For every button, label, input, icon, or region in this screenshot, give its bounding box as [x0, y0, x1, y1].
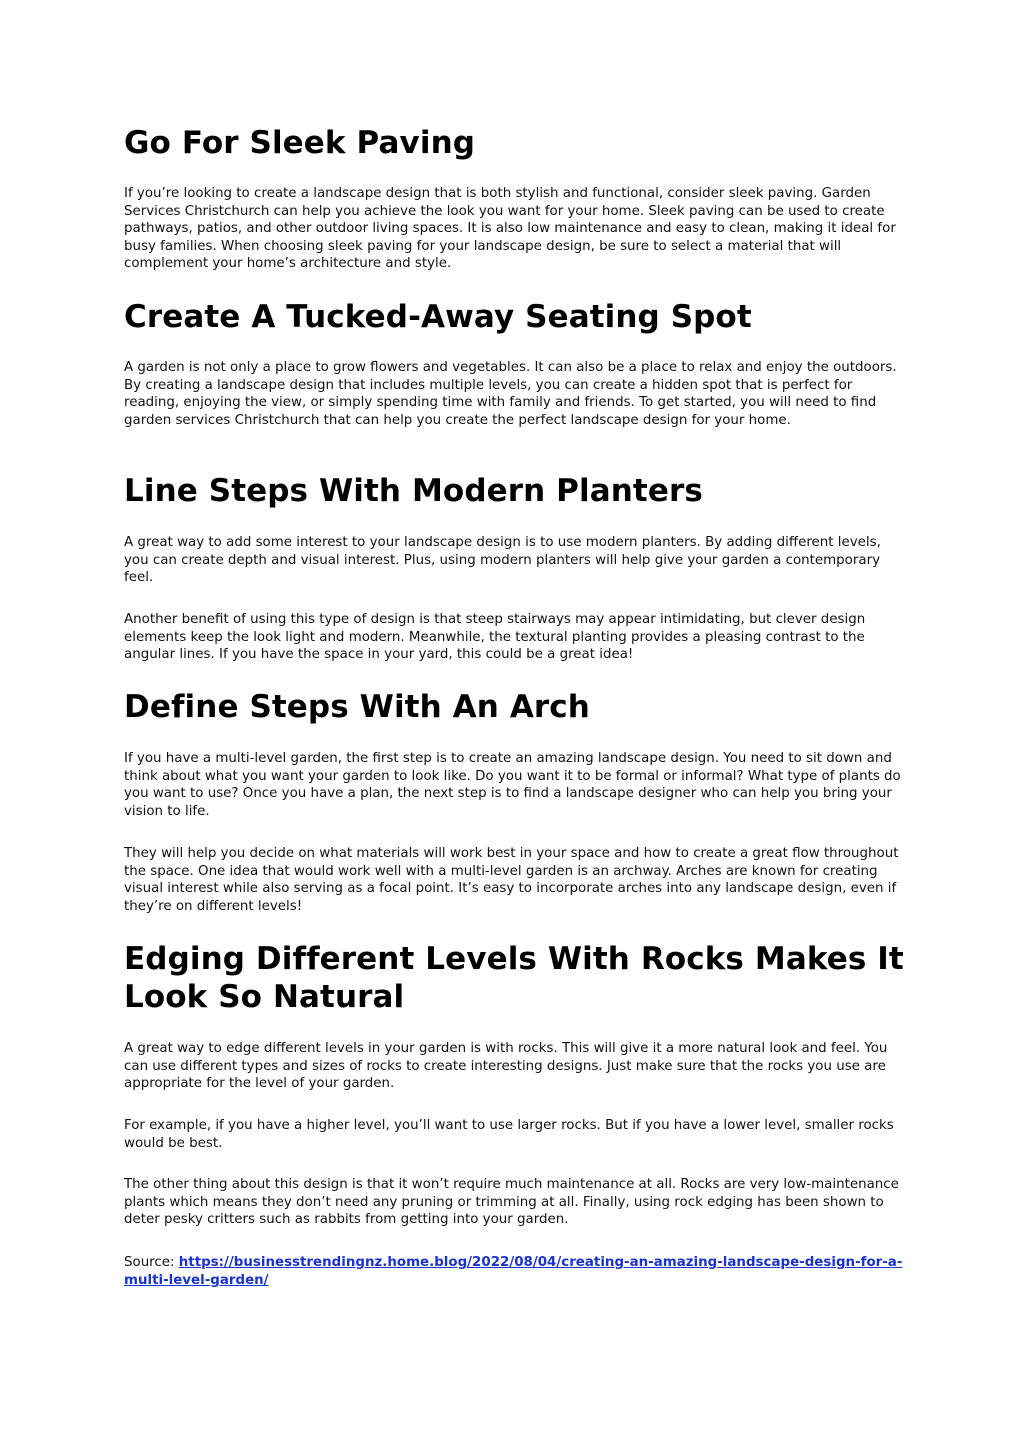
section-paragraph: For example, if you have a higher level, you’ll want to use larger rocks. But if you have a lower level, smaller rocks would be best. [124, 1118, 894, 1151]
section-paragraph: The other thing about this design is that it won’t require much maintenance at all. Rocks are very low-maintenance plants which means they don’t need any pruning or trimming at all. Finally, using rock edging has been shown to deter pesky critters such as rabbits from getting into your garden. [124, 1177, 899, 1228]
section-paragraph: They will help you decide on what materials will work best in your space and how to create a great flow throughout the space. One idea that would work well with a multi-level garden is an archway. Arches are known for creating visual interest while also serving as a focal point. It’s easy to incorporate arches into any landscape design, even if they’re on different levels! [124, 846, 899, 914]
section-heading: Edging Different Levels With Rocks Makes It Look So Natural [124, 941, 904, 1015]
section-paragraph: A garden is not only a place to grow flowers and vegetables. It can also be a place to relax and enjoy the outdoors. By creating a landscape design that includes multiple levels, you can create a hidden spot that is perfect for reading, enjoying the view, or simply spending time with family and friends. To get started, you will need to find garden services Christchurch that can help you create the perfect landscape design for your home. [124, 360, 897, 428]
section-paragraph: If you’re looking to create a landscape design that is both stylish and functional, consider sleek paving. Garden Services Christchurch can help you achieve the look you want for your home. Sleek paving can be used to create pathways, patios, and other outdoor living spaces. It is also low maintenance and easy to clean, making it ideal for busy families. When choosing sleek paving for your landscape design, be sure to select a material that will complement your home’s architecture and style. [124, 186, 896, 272]
section-heading: Line Steps With Modern Planters [124, 473, 703, 509]
section-heading: Create A Tucked-Away Seating Spot [124, 299, 752, 335]
section-paragraph: A great way to edge different levels in your garden is with rocks. This will give it a more natural look and feel. You can use different types and sizes of rocks to create interesting designs. Just make sure that the rocks you use are appropriate for the level of your garden. [124, 1041, 888, 1092]
source-link[interactable]: https://businesstrendingnz.home.blog/2022/08/04/creating-an-amazing-landscape-design-for-a-multi-level-garden/ [124, 1255, 903, 1288]
section-heading: Go For Sleek Paving [124, 125, 476, 161]
section-paragraph: If you have a multi-level garden, the first step is to create an amazing landscape design. You need to sit down and think about what you want your garden to look like. Do you want it to be formal or informal? What type of plants do you want to use? Once you have a plan, the next step is to find a landscape designer who can help you bring your vision to life. [124, 751, 901, 819]
section-paragraph: A great way to add some interest to your landscape design is to use modern planters. By adding different levels, you can create depth and visual interest. Plus, using modern planters will help give your garden a contemporary feel. [124, 535, 881, 586]
section-paragraph: Another benefit of using this type of design is that steep stairways may appear intimidating, but clever design elements keep the look light and modern. Meanwhile, the textural planting provides a pleasing contrast to the angular lines. If you have the space in your yard, this could be a great idea! [124, 612, 866, 663]
section-heading: Define Steps With An Arch [124, 689, 590, 725]
source-line [124, 1254, 904, 1289]
source-label: Source: [124, 1255, 179, 1270]
